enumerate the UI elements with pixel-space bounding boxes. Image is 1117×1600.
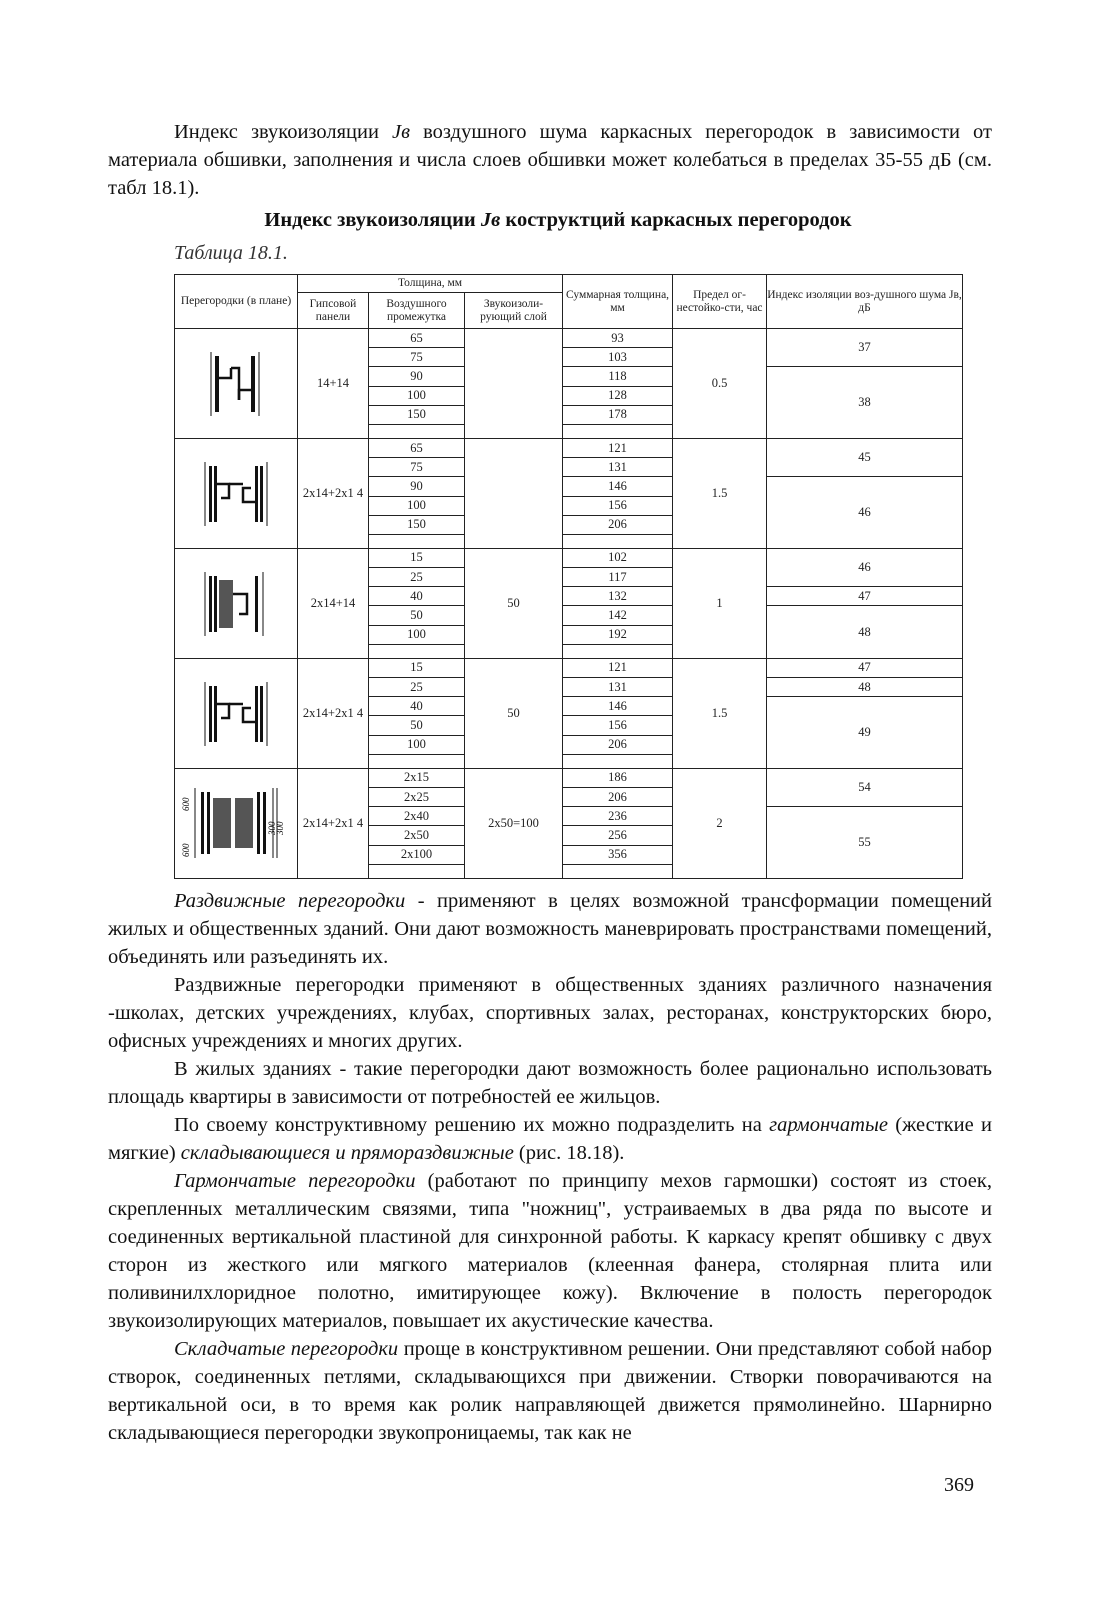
air-gap-value: 40: [369, 587, 465, 606]
gypsum-thickness: 2x14+2x1 4: [298, 658, 369, 768]
air-gap-value: 75: [369, 348, 465, 367]
air-gap-value: 50: [369, 716, 465, 735]
partition-plan-drawing: [175, 548, 298, 658]
table-body: [175, 329, 963, 879]
air-gap-value: 75: [369, 458, 465, 477]
fire-resistance-value: 2: [673, 768, 767, 878]
sound-index-value: 48: [767, 606, 963, 658]
air-gap-value: 2x50: [369, 826, 465, 845]
sound-index-value: 47: [767, 587, 963, 606]
total-thickness-value: 156: [563, 496, 673, 515]
air-gap-value: 90: [369, 477, 465, 496]
total-thickness-value: 131: [563, 678, 673, 697]
total-thickness-value: 132: [563, 587, 673, 606]
total-thickness-value: 102: [563, 548, 673, 567]
air-gap-value: 40: [369, 697, 465, 716]
total-thickness-value: [563, 864, 673, 878]
air-gap-value: 15: [369, 658, 465, 677]
insulation-value: 50: [465, 658, 563, 768]
air-gap-value: [369, 864, 465, 878]
insulation-value: 2x50=100: [465, 768, 563, 878]
air-gap-value: 65: [369, 438, 465, 457]
air-gap-value: 2x100: [369, 845, 465, 864]
sound-index-value: 48: [767, 678, 963, 697]
total-thickness-value: 356: [563, 845, 673, 864]
partition-plan-drawing: [175, 768, 298, 878]
air-gap-value: 50: [369, 606, 465, 625]
total-thickness-value: 121: [563, 438, 673, 457]
total-thickness-value: 236: [563, 807, 673, 826]
fire-resistance-value: 1.5: [673, 438, 767, 548]
header-partitions: Перегородки (в плане): [175, 275, 298, 329]
air-gap-value: 2x15: [369, 768, 465, 787]
total-thickness-value: [563, 425, 673, 439]
total-thickness-value: [563, 754, 673, 768]
air-gap-value: 100: [369, 496, 465, 515]
air-gap-value: 100: [369, 625, 465, 644]
table-row: [175, 768, 963, 787]
table-caption: Таблица 18.1.: [174, 242, 288, 264]
fire-resistance-value: 1.5: [673, 658, 767, 768]
gypsum-thickness: 14+14: [298, 329, 369, 439]
table-row: [175, 438, 963, 457]
total-thickness-value: 118: [563, 367, 673, 386]
header-air-gap: Воздушного промежутка: [369, 293, 465, 329]
total-thickness-value: 192: [563, 625, 673, 644]
total-thickness-value: 256: [563, 826, 673, 845]
table-row: [175, 658, 963, 677]
partition-plan-drawing: [175, 329, 298, 439]
air-gap-value: 90: [369, 367, 465, 386]
sound-index-value: 37: [767, 329, 963, 367]
header-fire: Предел ог-нестойко-сти, час: [673, 275, 767, 329]
air-gap-value: [369, 425, 465, 439]
sound-index-value: 45: [767, 438, 963, 476]
dimension-label: 600: [181, 797, 191, 811]
partition-plan-drawing: [175, 658, 298, 768]
total-thickness-value: 131: [563, 458, 673, 477]
total-thickness-value: 206: [563, 787, 673, 806]
index-symbol: Jв: [392, 121, 411, 143]
dimension-label: 300: [267, 821, 277, 835]
table-row: [175, 329, 963, 348]
table-row: [175, 548, 963, 567]
header-total: Суммарная толщина, мм: [563, 275, 673, 329]
sound-index-value: 55: [767, 807, 963, 879]
gypsum-thickness: 2x14+14: [298, 548, 369, 658]
partition-plan-drawing: [175, 438, 298, 548]
total-thickness-value: 117: [563, 568, 673, 587]
sound-index-value: 47: [767, 658, 963, 677]
header-index: Индекс изоляции воз-душного шума Jв, дБ: [767, 275, 963, 329]
sound-index-value: 38: [767, 367, 963, 439]
table-container: [174, 274, 962, 879]
header-insulation: Звукоизоли-рующий слой: [465, 293, 563, 329]
sound-index-value: 46: [767, 548, 963, 586]
page-number: 369: [944, 1474, 974, 1496]
total-thickness-value: 206: [563, 735, 673, 754]
total-thickness-value: 128: [563, 386, 673, 405]
header-gypsum: Гипсовой панели: [298, 293, 369, 329]
fire-resistance-value: 0.5: [673, 329, 767, 439]
total-thickness-value: 178: [563, 405, 673, 424]
air-gap-value: 2x40: [369, 807, 465, 826]
insulation-value: 50: [465, 548, 563, 658]
residential-paragraph: В жилых зданиях - такие перегородки дают возможность более рационально использовать площадь квартиры в зависимости от потребностей ее жильцов.: [108, 1058, 992, 1108]
air-gap-value: 100: [369, 386, 465, 405]
insulation-table: [174, 274, 963, 879]
total-thickness-value: 142: [563, 606, 673, 625]
sound-index-value: 54: [767, 768, 963, 806]
total-thickness-value: 146: [563, 697, 673, 716]
air-gap-value: 150: [369, 515, 465, 534]
gypsum-thickness: 2x14+2x1 4: [298, 768, 369, 878]
folding-partitions-paragraph: Складчатые перегородки проще в конструктивном решении. Они представляют собой набор створок, соединенных петлями, складывающихся при движении. Створки поворачиваются на вертикальной оси, в то время как ролик направляющей движется прямолинейно. Шарнирно складывающиеся перегородки звукопроницаемы, так как не: [108, 1338, 992, 1444]
air-gap-value: 2x25: [369, 787, 465, 806]
dimension-label: 600: [181, 843, 191, 857]
classification-paragraph: По своему конструктивному решению их можно подразделить на гармончатые (жесткие и мягкие) складывающиеся и прямораздвижные (рис. 18.18).: [108, 1114, 992, 1164]
public-buildings-paragraph: Раздвижные перегородки применяют в общественных зданиях различного назначения -школах, детских учреждениях, клубах, спортивных залах, ресторанах, конструкторских бюро, офисных учреждениях и многих других.: [108, 974, 992, 1052]
air-gap-value: 25: [369, 568, 465, 587]
total-thickness-value: 103: [563, 348, 673, 367]
total-thickness-value: 121: [563, 658, 673, 677]
accordion-partitions-paragraph: Гармончатые перегородки (работают по принципу мехов гармошки) состоят из стоек, скрепленных металлическим связями, типа "ножниц", устраиваемых в два ряда по высоте и соединенных вертикальной пластиной для синхронной работы. К каркасу крепят обшивку с двух сторон из жесткого или мягкого материалов (клеенная фанера, столярная плита или поливинилхлоридное полотно, имитирующее кожу). Включение в полость перегородок звукоизолирующих материалов, повышает их акустические качества.: [108, 1170, 992, 1332]
fire-resistance-value: 1: [673, 548, 767, 658]
air-gap-value: [369, 644, 465, 658]
intro-paragraph: Индекс звукоизоляции Jв воздушного шума каркасных перегородок в зависимости от материала обшивки, заполнения и числа слоев обшивки может колебаться в пределах 35-55 дБ (см. табл 18.1).: [108, 121, 992, 199]
air-gap-value: 65: [369, 329, 465, 348]
total-thickness-value: [563, 644, 673, 658]
total-thickness-value: [563, 534, 673, 548]
air-gap-value: 100: [369, 735, 465, 754]
total-thickness-value: 186: [563, 768, 673, 787]
table-title: Индекс звукоизоляции Jв коструктций каркасных перегородок: [264, 209, 852, 231]
sliding-partitions-paragraph: Раздвижные перегородки - применяют в целях возможной трансформации помещений жилых и общественных зданий. Они дают возможность маневрировать пространствами помещений, объединять или разъединять их.: [108, 890, 992, 968]
air-gap-value: [369, 754, 465, 768]
air-gap-value: 25: [369, 678, 465, 697]
total-thickness-value: 206: [563, 515, 673, 534]
insulation-value: [465, 438, 563, 548]
sound-index-value: 49: [767, 697, 963, 769]
air-gap-value: [369, 534, 465, 548]
gypsum-thickness: 2x14+2x1 4: [298, 438, 369, 548]
total-thickness-value: 146: [563, 477, 673, 496]
total-thickness-value: 156: [563, 716, 673, 735]
sound-index-value: 46: [767, 477, 963, 549]
dimension-label: 300: [275, 821, 285, 835]
air-gap-value: 150: [369, 405, 465, 424]
air-gap-value: 15: [369, 548, 465, 567]
insulation-value: [465, 329, 563, 439]
total-thickness-value: 93: [563, 329, 673, 348]
header-thickness: Толщина, мм: [298, 275, 563, 293]
